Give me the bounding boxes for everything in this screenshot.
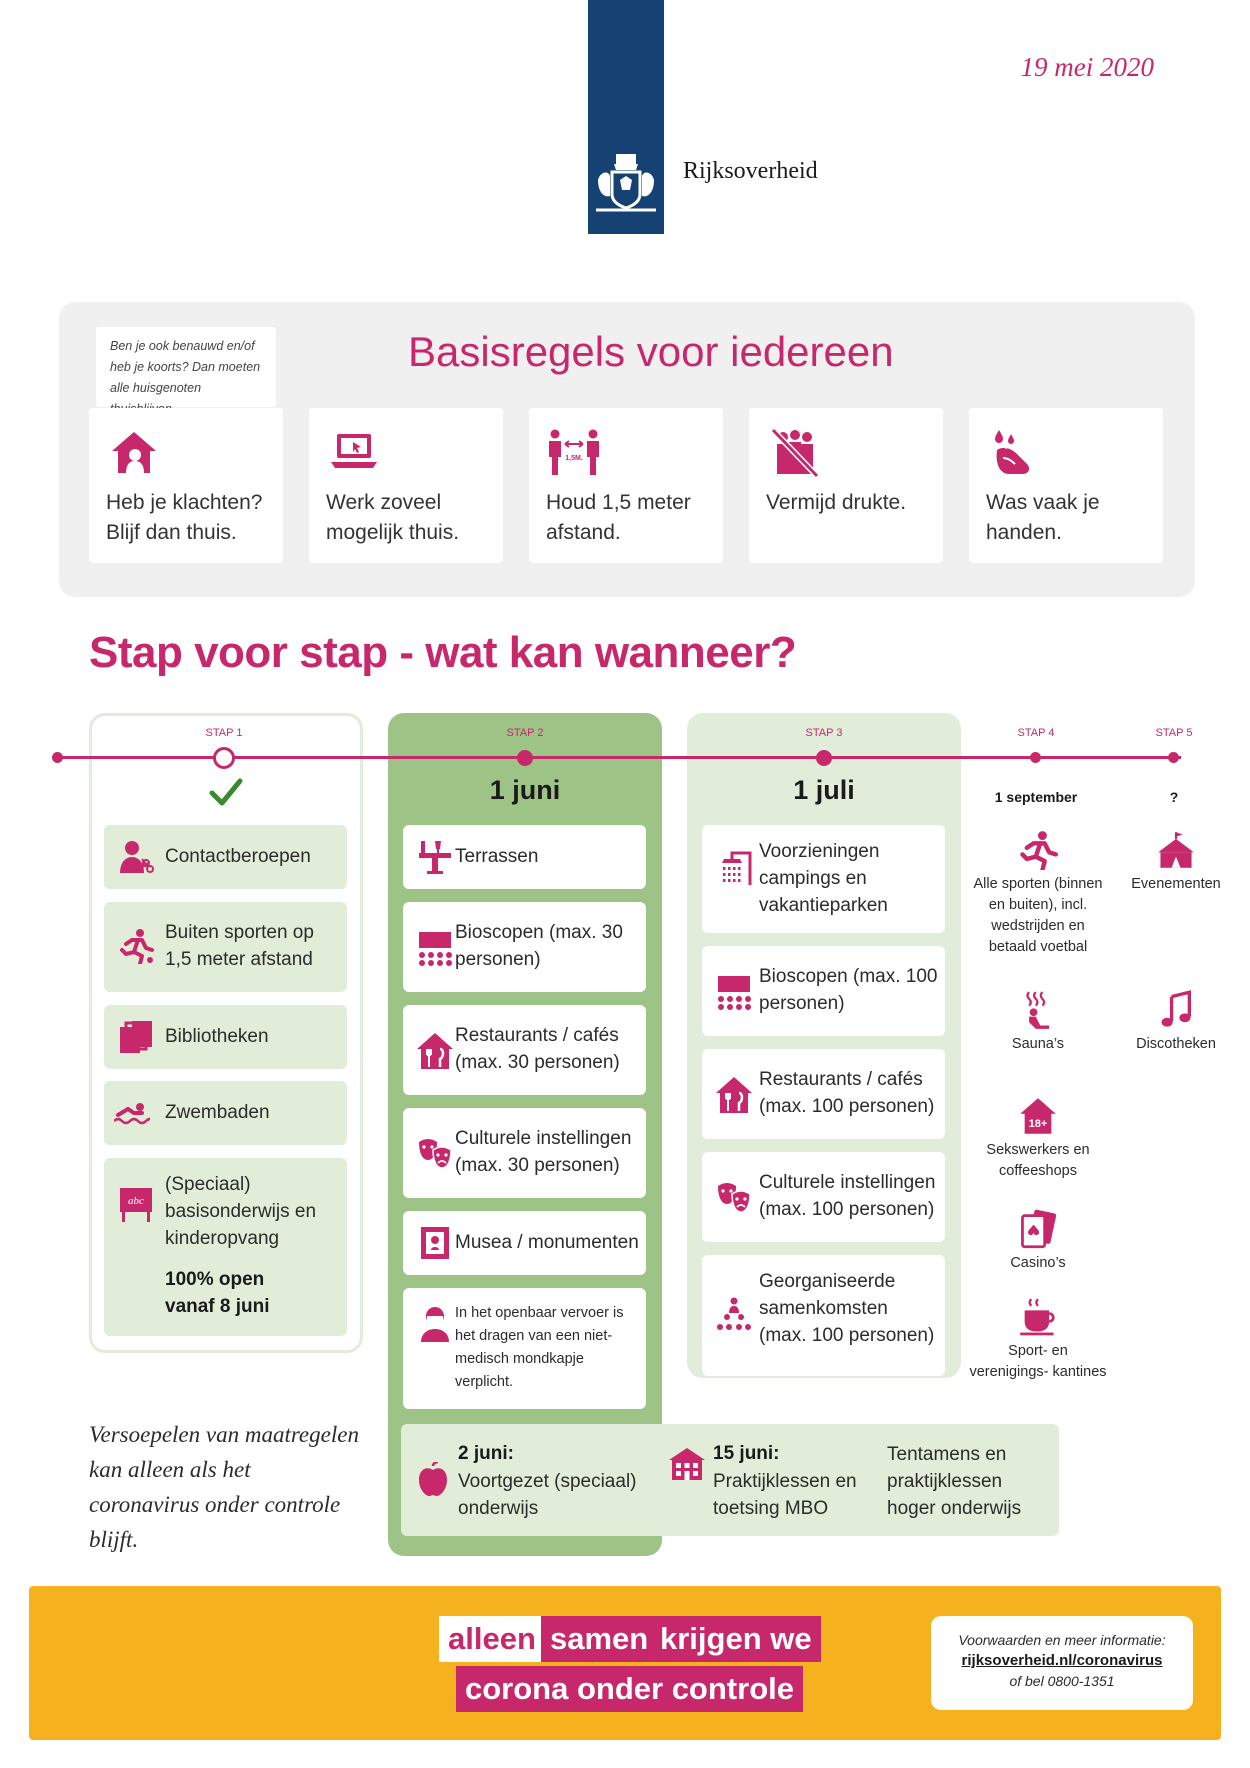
step-1-item-zwembaden: [104, 1081, 347, 1145]
terrace-icon: [417, 839, 453, 875]
item-text: Musea / monumenten: [455, 1232, 639, 1253]
versoepelen-note: Versoepelen van maatregelen kan alleen als het coronavirus onder controle blijft.: [89, 1422, 359, 1552]
school-board-icon: [118, 1186, 154, 1222]
education-text: Tentamens en praktijklessen hoger onderwijs: [887, 1444, 1022, 1519]
distance-icon: [549, 428, 599, 478]
step-2-item-culturele-instellingen: [403, 1108, 646, 1198]
rule-text: Houd 1,5 meter afstand.: [546, 491, 691, 544]
step-4-date: 1 september: [994, 789, 1078, 805]
item-text: Restaurants / cafés (max. 100 personen): [759, 1069, 935, 1117]
item-text: Restaurants / cafés (max. 30 personen): [455, 1025, 620, 1073]
slogan-word: alleen: [439, 1616, 545, 1662]
step-2-item-restaurants: [403, 1005, 646, 1095]
item-extra: 100% open vanaf 8 juni: [165, 1269, 270, 1317]
timeline-start-dot: [52, 752, 63, 763]
music-note-icon: [1156, 990, 1196, 1030]
hairdresser-icon: [118, 839, 154, 875]
adult-18-icon: [1018, 1096, 1058, 1136]
step-3-label: STAP 3: [805, 727, 843, 739]
step-1-item-buiten-sporten: [104, 902, 347, 992]
checkmark-icon: [209, 778, 243, 808]
item-text: Sekswerkers en coffeeshops: [986, 1142, 1090, 1179]
runner-icon: [1018, 830, 1058, 870]
rule-card-distance: [529, 408, 723, 563]
playing-cards-icon: [1018, 1209, 1058, 1249]
timeline-step-2-marker: [517, 750, 533, 766]
timeline-step-1-marker: [213, 747, 235, 769]
books-icon: [118, 1019, 154, 1055]
slogan-word: corona onder controle: [456, 1666, 803, 1712]
item-text: Bibliotheken: [165, 1026, 269, 1047]
item-text: Georganiseerde samenkomsten (max. 100 personen): [759, 1271, 935, 1346]
steps-title: Stap voor stap - wat kan wanneer?: [89, 628, 797, 677]
theater-masks-icon: [417, 1136, 453, 1172]
cinema-icon: [716, 974, 752, 1010]
no-crowds-icon: [769, 428, 819, 478]
wash-hands-icon: [989, 428, 1039, 478]
step-3-item-culturele-instellingen: [702, 1152, 945, 1242]
runner-icon: [118, 928, 154, 964]
step-3-item-restaurants: [702, 1049, 945, 1139]
step-4-label: STAP 4: [1017, 727, 1055, 739]
education-text: Voortgezet (speciaal) onderwijs: [458, 1471, 637, 1519]
step-2-item-bioscopen: [403, 902, 646, 992]
item-text: Zwembaden: [165, 1102, 270, 1123]
item-text: Terrassen: [455, 846, 539, 867]
item-text: Discotheken: [1136, 1036, 1216, 1052]
item-text: Alle sporten (binnen en buiten), incl. wedstrijden en betaald voetbal: [973, 876, 1103, 955]
step-5-date: ?: [1169, 789, 1179, 805]
laptop-icon: [329, 428, 379, 478]
face-mask-icon: [417, 1306, 453, 1342]
slogan-word: krijgen we: [651, 1616, 821, 1662]
cinema-icon: [417, 930, 453, 966]
info-box: [931, 1616, 1193, 1710]
coat-of-arms-icon: [590, 150, 662, 220]
item-text: Sauna’s: [1011, 1036, 1065, 1052]
logo-name: Rijksoverheid: [683, 158, 818, 184]
item-text: Casino’s: [1010, 1255, 1066, 1271]
circus-tent-icon: [1156, 830, 1196, 870]
info-phone: of bel 0800-1351: [1009, 1673, 1115, 1689]
info-label: Voorwaarden en meer informatie:: [958, 1632, 1166, 1648]
rule-card-work-home: [309, 408, 503, 563]
step-1-item-basisonderwijs: [104, 1158, 347, 1336]
education-text: Praktijklessen en toetsing MBO: [713, 1471, 857, 1519]
step-3-date: 1 juli: [793, 775, 855, 805]
rule-text: Werk zoveel mogelijk thuis.: [326, 491, 460, 544]
swimmer-icon: [114, 1095, 150, 1131]
rule-text: Heb je klachten? Blijf dan thuis.: [106, 491, 263, 544]
basisregels-title: Basisregels voor iedereen: [408, 328, 894, 375]
shower-icon: [716, 849, 752, 885]
sauna-icon: [1018, 990, 1058, 1030]
adult-18-icon-label: 18+: [1028, 1118, 1048, 1131]
rule-text: Was vaak je handen.: [986, 491, 1100, 544]
restaurant-icon: [716, 1077, 752, 1113]
step-2-item-mondkapje: [403, 1288, 646, 1409]
step-5-item-discotheken: [1106, 990, 1246, 1055]
school-building-icon: [669, 1446, 705, 1482]
symptoms-note: Ben je ook benauwd en/of heb je koorts? Dan moeten alle huisgenoten: [96, 327, 276, 407]
timeline-step-5-marker: [1168, 752, 1179, 763]
timeline-step-4-marker: [1030, 752, 1041, 763]
step-3-item-bioscopen: [702, 946, 945, 1036]
step-4-item-kantines: [968, 1297, 1108, 1383]
item-text: Buiten sporten op 1,5 meter afstand: [165, 922, 314, 970]
step-2-item-terrassen: [403, 825, 646, 889]
step-5-item-evenementen: [1106, 830, 1246, 895]
step-2-date: 1 juni: [489, 775, 561, 805]
education-card: [401, 1424, 1059, 1536]
rule-text: Vermijd drukte.: [766, 491, 907, 514]
cup-icon: [1018, 1297, 1058, 1337]
step-4-item-casinos: [968, 1209, 1108, 1274]
item-text: Bioscopen (max. 30 personen): [455, 922, 623, 970]
step-3-item-samenkomsten: [702, 1255, 945, 1376]
item-text: Voorzieningen campings en vakantieparken: [759, 841, 888, 916]
rule-card-stay-home: [89, 408, 283, 563]
step-4-item-alle-sporten: [968, 830, 1108, 958]
info-link[interactable]: rijksoverheid.nl/coronavirus: [961, 1652, 1163, 1669]
house-sick-icon: [109, 428, 159, 478]
step-2-item-musea: [403, 1211, 646, 1275]
item-text: Culturele instellingen (max. 100 personen): [759, 1172, 936, 1220]
gathering-icon: [716, 1297, 752, 1333]
item-text: In het openbaar vervoer is het dragen van een niet-medisch mondkapje verplicht.: [455, 1305, 624, 1390]
step-1-label: STAP 1: [205, 727, 243, 739]
item-text: Culturele instellingen (max. 30 personen): [455, 1128, 632, 1176]
rule-card-no-crowds: [749, 408, 943, 563]
distance-icon-label: 1,5M.: [565, 455, 583, 462]
item-text: Bioscopen (max. 100 personen): [759, 966, 938, 1014]
rule-card-wash-hands: [969, 408, 1163, 563]
item-text: Evenementen: [1131, 876, 1221, 892]
step-1-item-contactberoepen: [104, 825, 347, 889]
item-text: Contactberoepen: [165, 846, 311, 867]
theater-masks-icon: [716, 1180, 752, 1216]
restaurant-icon: [417, 1033, 453, 1069]
step-5-label: STAP 5: [1155, 727, 1193, 739]
item-text: (Speciaal) basisonderwijs en kinderopvang: [165, 1174, 317, 1249]
step-3-item-campings: [702, 825, 945, 933]
step-2-label: STAP 2: [506, 727, 544, 739]
timeline-step-3-marker: [816, 750, 832, 766]
museum-icon: [417, 1225, 453, 1261]
apple-icon: [415, 1462, 451, 1498]
item-text: Sport- en verenigings- kantines: [969, 1343, 1107, 1380]
step-4-item-saunas: [968, 990, 1108, 1055]
education-date: 2 juni:: [458, 1443, 514, 1464]
education-date: 15 juni:: [713, 1443, 780, 1464]
school-board-icon-label: abc: [128, 1195, 144, 1207]
slogan-word: samen: [541, 1616, 657, 1662]
step-4-item-sekswerkers: [968, 1096, 1108, 1182]
step-1-item-bibliotheken: [104, 1005, 347, 1069]
publication-date: 19 mei 2020: [1020, 52, 1154, 82]
